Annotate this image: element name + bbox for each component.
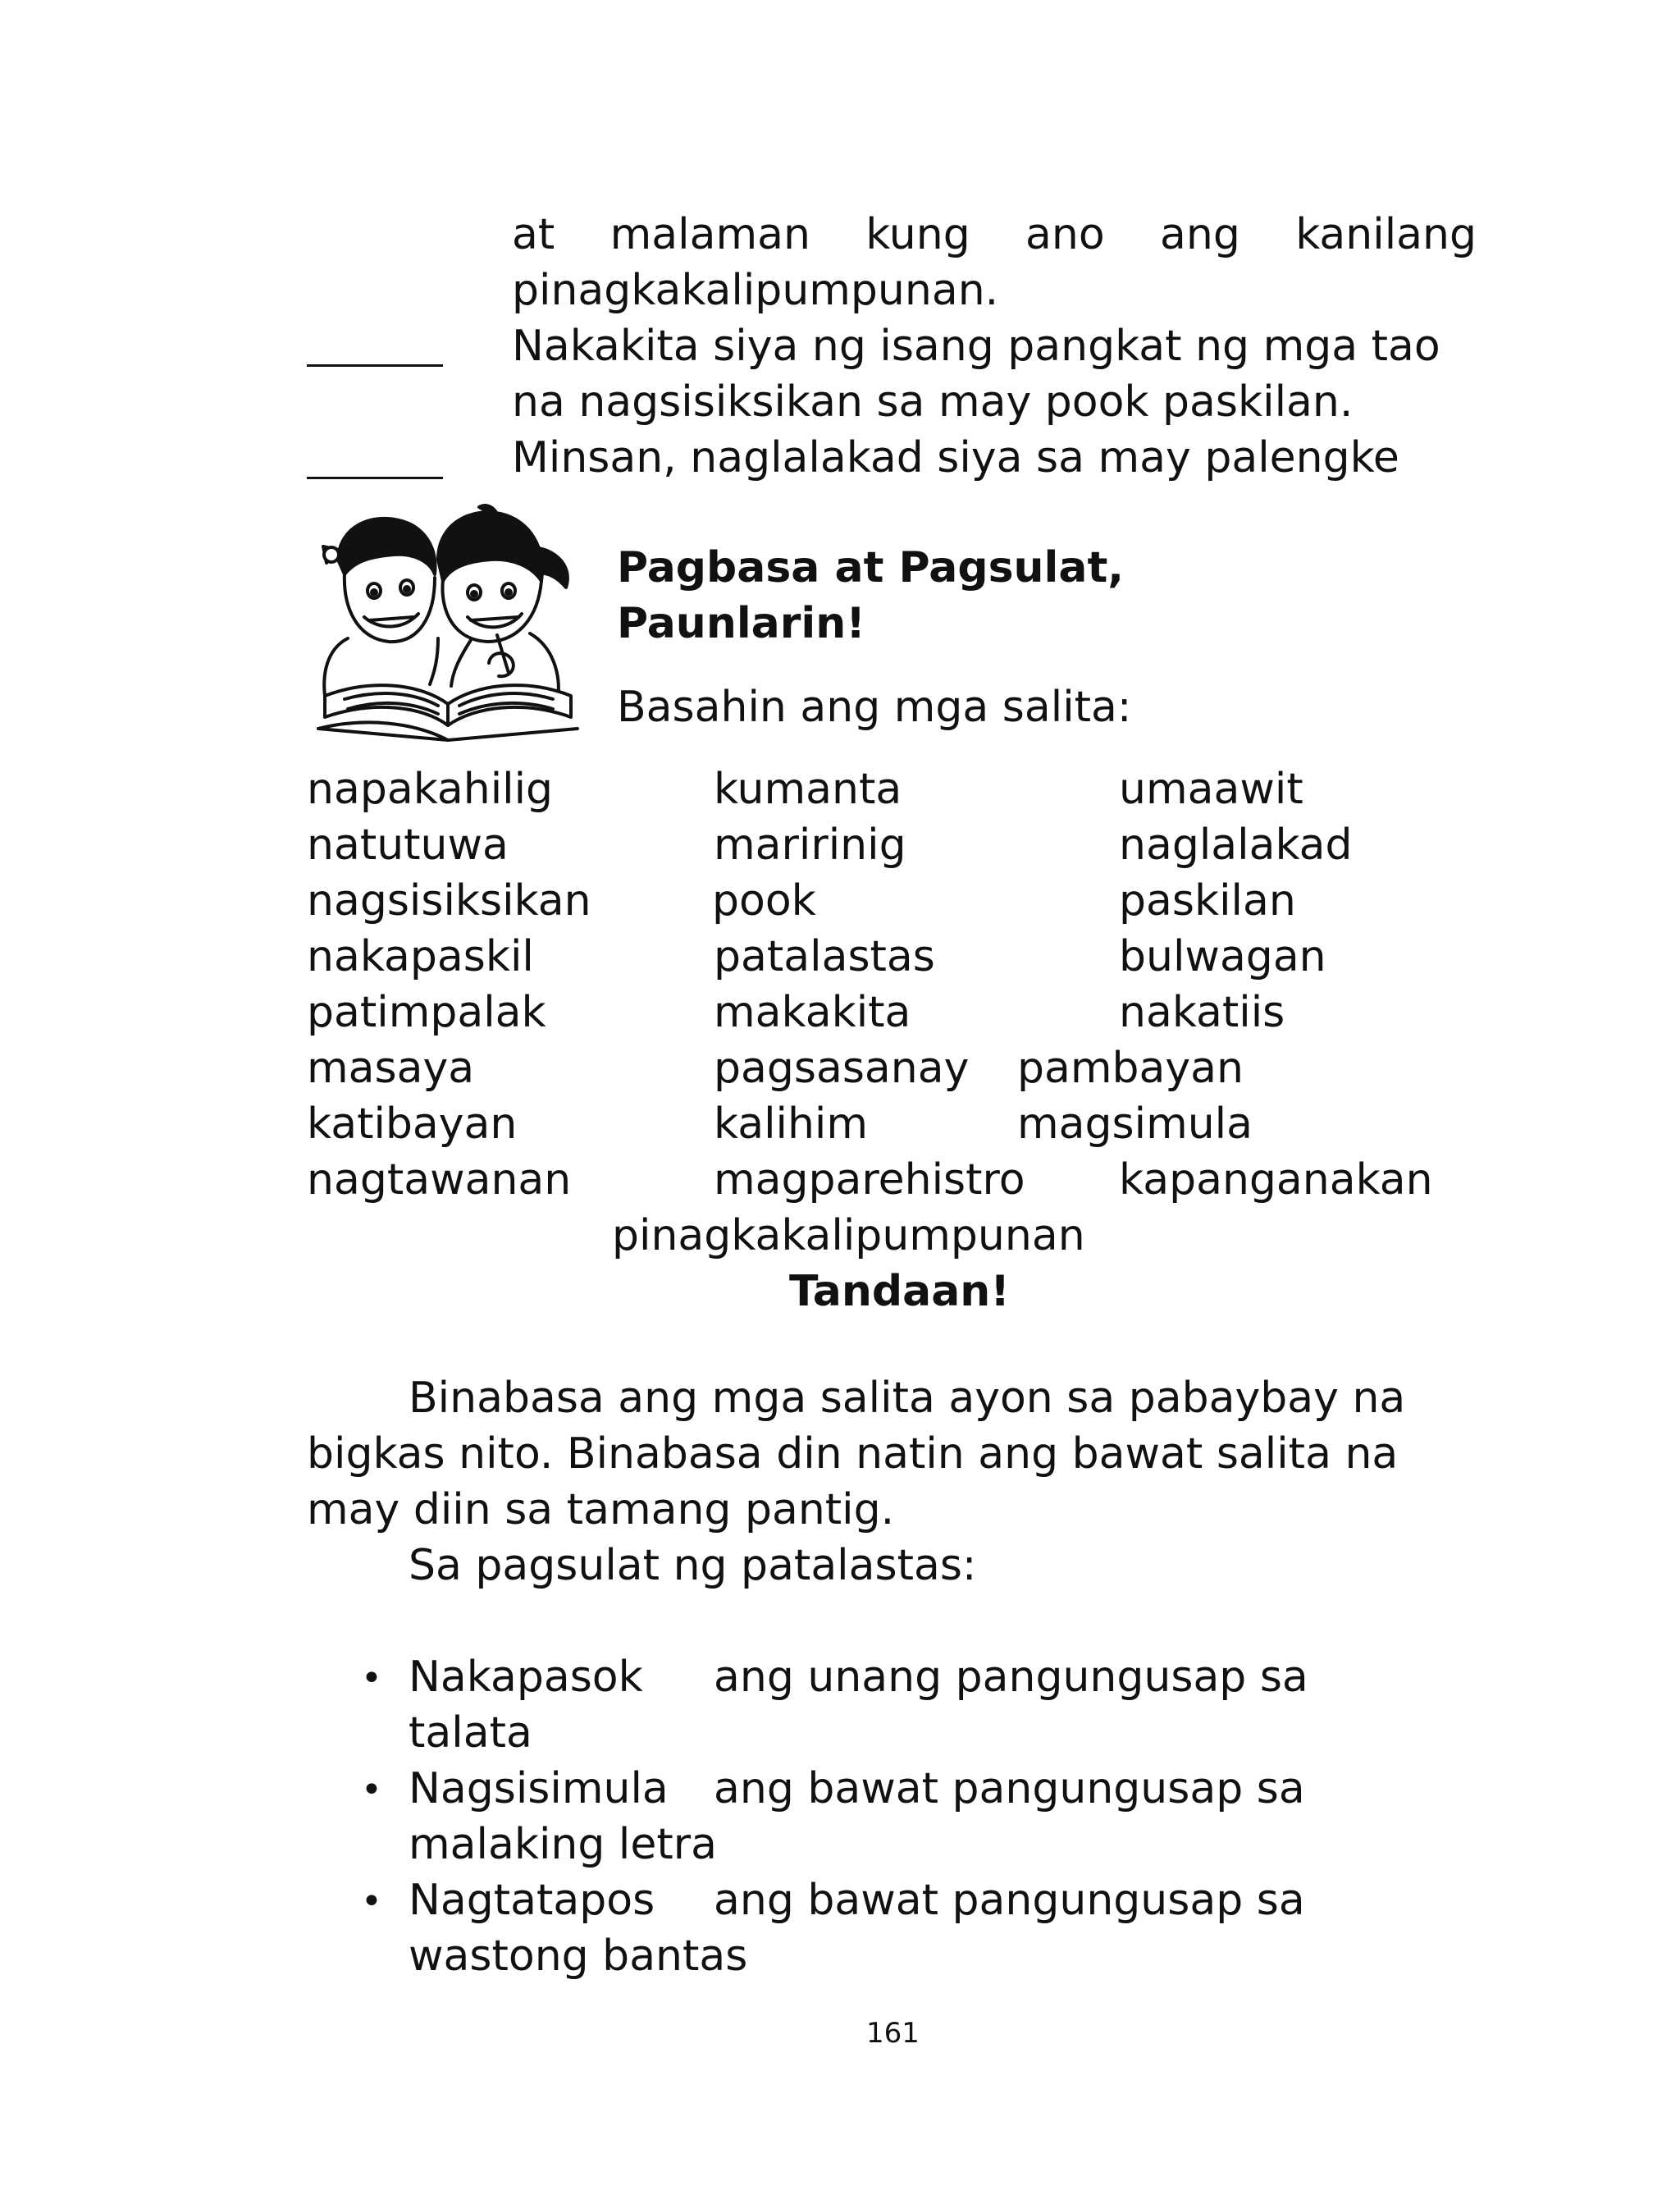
word-list-item: pook [712, 876, 816, 926]
section-title-line-1: Pagbasa at Pagsulat, [617, 543, 1125, 592]
exercise-line-2: pinagkakalipumpunan. [512, 266, 999, 315]
word-list-item: pagsasanay [714, 1044, 970, 1093]
word-list-item: katibayan [307, 1100, 518, 1149]
word: ang [1160, 210, 1240, 259]
word-list-item: makakita [714, 988, 911, 1037]
word-list-item: nagtawanan [307, 1155, 572, 1205]
word-list-item: nakapaskil [307, 932, 534, 981]
exercise-item-1-line-1: Nakakita siya ng isang pangkat ng mga tao [512, 322, 1440, 371]
bullet-continuation: wastong bantas [409, 1932, 748, 1981]
word-list-item: naglalakad [1119, 821, 1353, 870]
word-list-item: patimpalak [307, 988, 546, 1037]
word: ano [1025, 210, 1105, 259]
word-list-item: umaawit [1119, 765, 1303, 814]
bullet-text: ang bawat pangungusap sa [714, 1876, 1305, 1925]
word-list-item: maririnig [714, 821, 906, 870]
word-list-item-last: pinagkakalipumpunan [612, 1211, 1085, 1260]
tandaan-paragraph-2: Sa pagsulat ng patalastas: [409, 1541, 977, 1590]
exercise-line-1 [512, 207, 1477, 263]
word-list-item: kumanta [714, 765, 902, 814]
bullet-dot-icon: • [361, 1881, 382, 1923]
bullet-word: Nagtatapos [409, 1876, 655, 1925]
tandaan-paragraph-line-2: bigkas nito. Binabasa din natin ang bawat salita na [307, 1429, 1399, 1479]
word-list-item: patalastas [714, 932, 935, 981]
bullet-text: ang unang pangungusap sa [714, 1653, 1308, 1702]
word-list-item: napakahilig [307, 765, 554, 814]
tandaan-paragraph-line-3: may diin sa tamang pantig. [307, 1485, 895, 1534]
bullet-word: Nakapasok [409, 1653, 643, 1702]
word: kanilang [1295, 210, 1477, 259]
word-list-item: magsimula [1017, 1100, 1253, 1149]
word: at [512, 210, 555, 259]
word-list-item: nagsisiksikan [307, 876, 591, 926]
word-list-item: kapanganakan [1119, 1155, 1433, 1205]
word-list-item: masaya [307, 1044, 475, 1093]
word: malaman [609, 210, 810, 259]
section-title-line-2: Paunlarin! [617, 599, 865, 648]
bullet-dot-icon: • [361, 1769, 382, 1811]
word-list-item: bulwagan [1119, 932, 1326, 981]
bullet-continuation: malaking letra [409, 1820, 717, 1869]
word-list-item: magparehistro [714, 1155, 1025, 1205]
word-list-item: paskilan [1119, 876, 1296, 926]
bullet-text: ang bawat pangungusap sa [714, 1764, 1305, 1813]
word: kung [865, 210, 970, 259]
tandaan-paragraph-line-1: Binabasa ang mga salita ayon sa pabaybay na [409, 1374, 1406, 1423]
exercise-item-2-line-1: Minsan, naglalakad siya sa may palengke [512, 433, 1399, 482]
word-list-item: pambayan [1017, 1044, 1244, 1093]
bullet-continuation: talata [409, 1708, 532, 1758]
answer-blank-2[interactable] [307, 477, 443, 479]
children-reading-book-icon [315, 502, 579, 753]
tandaan-heading: Tandaan! [789, 1267, 1011, 1316]
section-instruction: Basahin ang mga salita: [617, 683, 1132, 732]
word-list-item: natutuwa [307, 821, 509, 870]
word-list-item: kalihim [714, 1100, 869, 1149]
word-list-item: nakatiis [1119, 988, 1285, 1037]
bullet-dot-icon: • [361, 1657, 382, 1699]
bullet-word: Nagsisimula [409, 1764, 669, 1813]
page-number: 161 [866, 2017, 920, 2050]
exercise-item-1-line-2: na nagsisiksikan sa may pook paskilan. [512, 377, 1354, 427]
answer-blank-1[interactable] [307, 364, 443, 367]
